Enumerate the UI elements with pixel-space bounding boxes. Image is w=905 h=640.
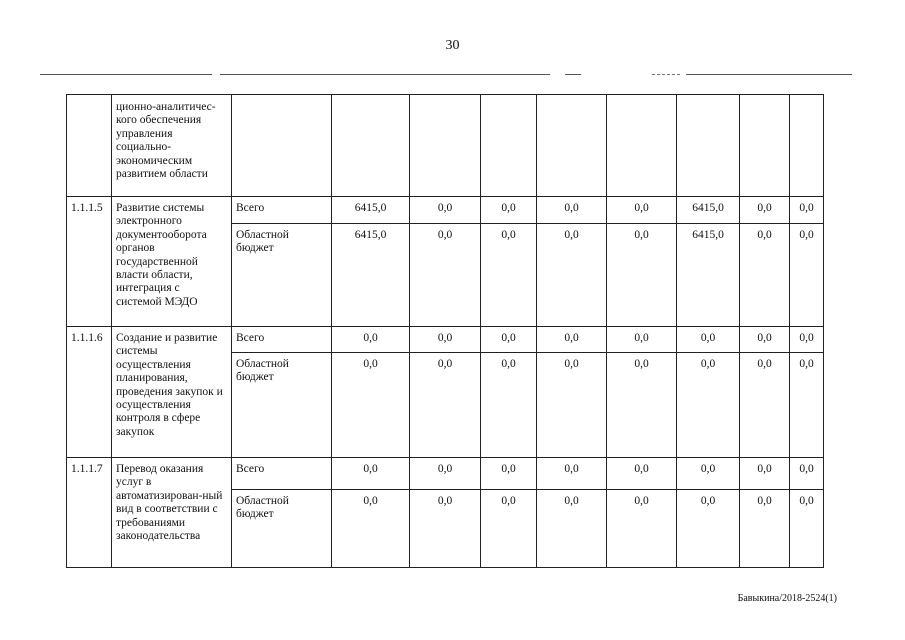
funding-source-cell: Всего (232, 327, 332, 353)
item-name-cell: Создание и развитие системы осуществления планирования, проведения закупок и осуществления контроля в сфере закупок (112, 327, 232, 458)
value-cell: 6415,0 (332, 197, 410, 224)
value-cell: 0,0 (537, 197, 607, 224)
value-cell: 0,0 (537, 224, 607, 327)
value-cell: 0,0 (677, 327, 740, 353)
budget-table (66, 94, 824, 568)
funding-source-cell: Областной бюджет (232, 353, 332, 458)
value-cell: 0,0 (332, 327, 410, 353)
value-cell: 0,0 (740, 197, 790, 224)
value-cell (410, 95, 481, 197)
value-cell: 0,0 (740, 490, 790, 568)
value-cell (677, 95, 740, 197)
value-cell: 0,0 (740, 458, 790, 490)
funding-source-cell: Всего (232, 458, 332, 490)
item-name-cell: Перевод оказания услуг в автоматизирован-ный вид в соответствии с требованиями законодательства (112, 458, 232, 568)
value-cell (607, 95, 677, 197)
table-row (67, 458, 824, 490)
value-cell: 0,0 (790, 327, 824, 353)
value-cell (740, 95, 790, 197)
value-cell: 6415,0 (677, 224, 740, 327)
value-cell: 0,0 (332, 490, 410, 568)
value-cell: 0,0 (537, 327, 607, 353)
table-row-continuation (67, 95, 824, 197)
value-cell: 0,0 (607, 327, 677, 353)
funding-source-cell: Всего (232, 197, 332, 224)
value-cell (790, 95, 824, 197)
value-cell (481, 95, 537, 197)
value-cell: 0,0 (481, 327, 537, 353)
value-cell: 0,0 (677, 353, 740, 458)
value-cell (332, 95, 410, 197)
value-cell: 0,0 (481, 353, 537, 458)
funding-source-cell: Областной бюджет (232, 490, 332, 568)
item-code-cell: 1.1.1.6 (67, 327, 112, 458)
value-cell: 0,0 (410, 353, 481, 458)
value-cell: 0,0 (790, 490, 824, 568)
value-cell: 0,0 (677, 458, 740, 490)
value-cell: 0,0 (607, 490, 677, 568)
value-cell: 0,0 (790, 197, 824, 224)
item-name-cell: ционно-аналитичес-кого обеспечения управления социально-экономическим развитием области (112, 95, 232, 197)
value-cell: 0,0 (607, 197, 677, 224)
value-cell: 6415,0 (677, 197, 740, 224)
value-cell: 0,0 (332, 353, 410, 458)
value-cell (537, 95, 607, 197)
value-cell: 0,0 (410, 197, 481, 224)
value-cell: 0,0 (537, 490, 607, 568)
page-number: 30 (445, 38, 460, 53)
value-cell: 0,0 (410, 458, 481, 490)
value-cell: 0,0 (740, 327, 790, 353)
value-cell: 0,0 (410, 327, 481, 353)
value-cell: 0,0 (790, 353, 824, 458)
item-code-cell: 1.1.1.7 (67, 458, 112, 568)
value-cell: 0,0 (740, 353, 790, 458)
value-cell: 0,0 (410, 224, 481, 327)
table-row (67, 197, 824, 224)
budget-table-body (67, 95, 824, 568)
value-cell: 0,0 (481, 490, 537, 568)
header-rule (40, 74, 212, 75)
header-rule (686, 74, 852, 75)
value-cell: 0,0 (332, 458, 410, 490)
header-rule (220, 74, 550, 75)
item-code-cell: 1.1.1.5 (67, 197, 112, 327)
value-cell: 0,0 (481, 224, 537, 327)
value-cell: 0,0 (790, 224, 824, 327)
item-name-cell: Развитие системы электронного документооборота органов государственной власти области, интеграция с системой МЭДО (112, 197, 232, 327)
table-row (67, 327, 824, 353)
funding-source-cell: Областной бюджет (232, 224, 332, 327)
item-code-cell (67, 95, 112, 197)
value-cell: 0,0 (607, 224, 677, 327)
source-cell (232, 95, 332, 197)
value-cell: 0,0 (537, 458, 607, 490)
header-rule (565, 74, 581, 75)
value-cell: 0,0 (607, 458, 677, 490)
document-code: Бавыкина/2018-2524(1) (737, 593, 837, 604)
value-cell: 0,0 (790, 458, 824, 490)
value-cell: 0,0 (607, 353, 677, 458)
value-cell: 0,0 (740, 224, 790, 327)
header-rule (652, 74, 680, 75)
value-cell: 0,0 (410, 490, 481, 568)
value-cell: 0,0 (481, 458, 537, 490)
value-cell: 0,0 (481, 197, 537, 224)
value-cell: 6415,0 (332, 224, 410, 327)
value-cell: 0,0 (677, 490, 740, 568)
value-cell: 0,0 (537, 353, 607, 458)
